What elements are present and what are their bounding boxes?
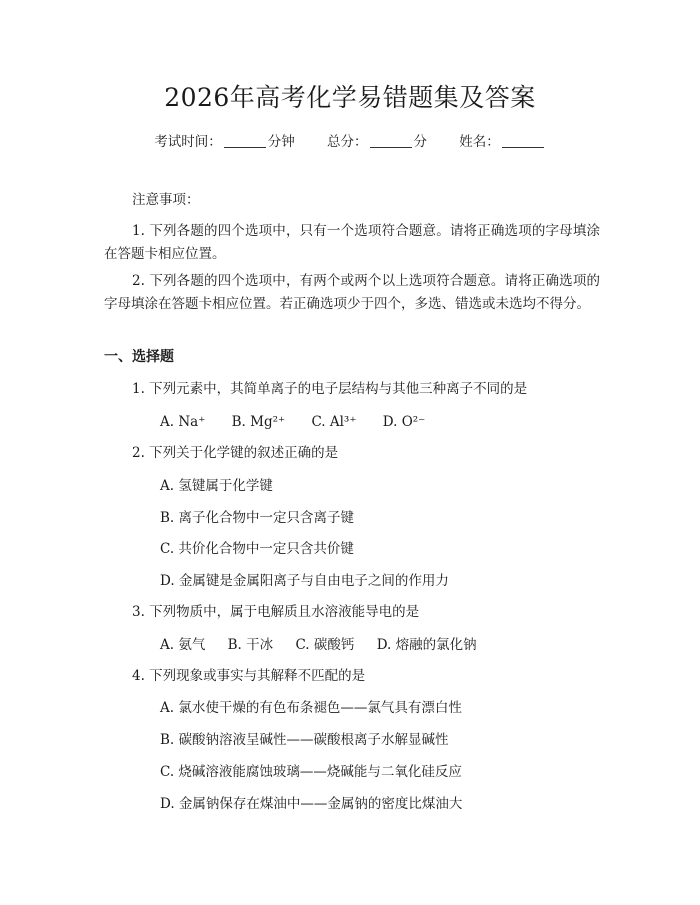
name-label: 姓名： xyxy=(459,134,500,150)
option: A. 氨气 xyxy=(160,637,206,653)
option: C. Al³⁺ xyxy=(311,414,357,430)
option: D. O²⁻ xyxy=(382,414,426,430)
option: B. 干冰 xyxy=(227,637,274,653)
total-score xyxy=(327,134,427,150)
note-item: 1. 下列各题的四个选项中，只有一个选项符合题意。请将正确选项的字母填涂在答题卡相应位置。 xyxy=(104,223,600,262)
option: D. 金属钠保存在煤油中——金属钠的密度比煤油大 xyxy=(160,796,463,812)
score-blank xyxy=(370,147,412,148)
question-stem: 3. 下列物质中，属于电解质且水溶液能导电的是 xyxy=(132,604,420,620)
question-stem: 4. 下列现象或事实与其解释不匹配的是 xyxy=(132,668,366,684)
option: A. Na⁺ xyxy=(160,414,206,430)
exam-time xyxy=(154,134,295,150)
question-stem: 1. 下列元素中，其简单离子的电子层结构与其他三种离子不同的是 xyxy=(132,381,528,397)
option: A. 氢键属于化学键 xyxy=(160,478,273,494)
question-stem: 2. 下列关于化学键的叙述正确的是 xyxy=(132,445,339,461)
student-name xyxy=(459,134,546,150)
option: B. 碳酸钠溶液呈碱性——碳酸根离子水解显碱性 xyxy=(160,732,449,748)
question-options xyxy=(160,412,447,432)
notes-heading: 注意事项： xyxy=(132,192,200,208)
option: C. 烧碱溶液能腐蚀玻璃——烧碱能与二氧化硅反应 xyxy=(160,764,462,780)
option: C. 碳酸钙 xyxy=(295,637,355,653)
option: C. 共价化合物中一定只含共价键 xyxy=(160,541,354,557)
time-unit: 分钟 xyxy=(267,134,295,150)
page-title: 2026年高考化学易错题集及答案 xyxy=(164,83,536,112)
score-unit: 分 xyxy=(413,134,427,150)
name-blank xyxy=(502,147,544,148)
option: A. 氯水使干燥的有色布条褪色——氯气具有漂白性 xyxy=(160,700,462,716)
section-title: 一、选择题 xyxy=(104,349,174,365)
option: B. 离子化合物中一定只含离子键 xyxy=(160,510,355,526)
time-blank xyxy=(224,147,266,148)
question-options xyxy=(160,635,495,655)
score-label: 总分： xyxy=(327,134,368,150)
option: D. 熔融的氯化钠 xyxy=(376,637,477,653)
option: D. 金属键是金属阳离子与自由电子之间的作用力 xyxy=(160,573,449,589)
note-item: 2. 下列各题的四个选项中，有两个或两个以上选项符合题意。请将正确选项的字母填涂在答题卡相应位置。若正确选项少于四个，多选、错选或未选均不得分。 xyxy=(104,273,600,312)
time-label: 考试时间： xyxy=(154,134,222,150)
option: B. Mg²⁺ xyxy=(231,414,286,430)
exam-meta xyxy=(0,132,700,152)
